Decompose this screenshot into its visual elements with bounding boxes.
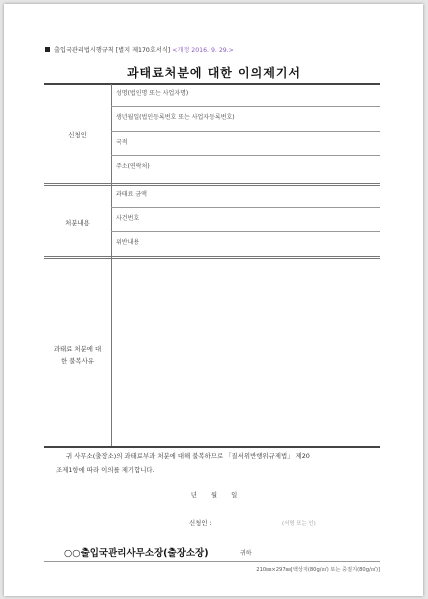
address-field[interactable]: 주소(연락처)	[116, 163, 150, 170]
field-separator	[111, 155, 380, 156]
disposition-label: 처분내용	[65, 219, 90, 227]
objection-label-line1: 과태료 처분에 대	[53, 345, 102, 353]
addressee-office: ○○출입국관리사무소장(출장소장)	[64, 548, 209, 559]
case-number-field[interactable]: 사건번호	[116, 215, 140, 222]
table-bottom-border	[44, 446, 380, 448]
footer-rule	[44, 561, 380, 562]
objection-reason-label	[44, 343, 111, 367]
date-line[interactable]: 년 월 일	[190, 491, 238, 499]
objection-label-line2: 한 불복사유	[61, 357, 94, 365]
form-title: 과태료처분에 대한 이의제기서	[126, 66, 302, 80]
form-reference: 출입국관리법시행규칙 [별지 제170호서식]	[54, 47, 171, 54]
revision-date: <개정 2016. 9. 29.>	[172, 47, 234, 54]
paper-spec: 210㎜×297㎜[백상지(80g/㎡) 또는 중질지(80g/㎡)]	[256, 567, 380, 573]
birthdate-field[interactable]: 생년월일(법인등록번호 또는 사업자등록번호)	[116, 114, 235, 121]
nationality-field[interactable]: 국적	[116, 139, 128, 146]
violation-field[interactable]: 위반내용	[116, 239, 140, 246]
statement-line1: 귀 사무소(출장소)의 과태료부과 처분에 대해 불복하므로 「질서위반행위규제법」 제20	[66, 452, 310, 460]
signature-placeholder[interactable]: (서명 또는 인)	[282, 521, 316, 527]
objection-reason-field[interactable]	[112, 259, 380, 446]
field-separator	[111, 231, 380, 232]
addressee-honorific: 귀하	[240, 550, 252, 557]
fine-amount-field[interactable]: 과태료 금액	[116, 191, 147, 198]
table-top-border	[44, 83, 380, 85]
field-separator	[111, 131, 380, 132]
statement-line2: 조제1항에 따라 이의를 제기합니다.	[56, 466, 155, 474]
applicant-signature-label: 신청인 :	[189, 519, 212, 527]
section-divider-disposition	[44, 256, 380, 257]
square-bullet-icon	[45, 47, 50, 52]
form-header	[45, 45, 234, 54]
section-divider-applicant-2	[44, 185, 380, 186]
name-field[interactable]: 성명(법인명 또는 사업자명)	[116, 90, 189, 97]
field-separator	[111, 106, 380, 107]
field-separator	[111, 207, 380, 208]
section-divider-applicant	[44, 183, 380, 184]
applicant-label: 신청인	[68, 131, 87, 139]
